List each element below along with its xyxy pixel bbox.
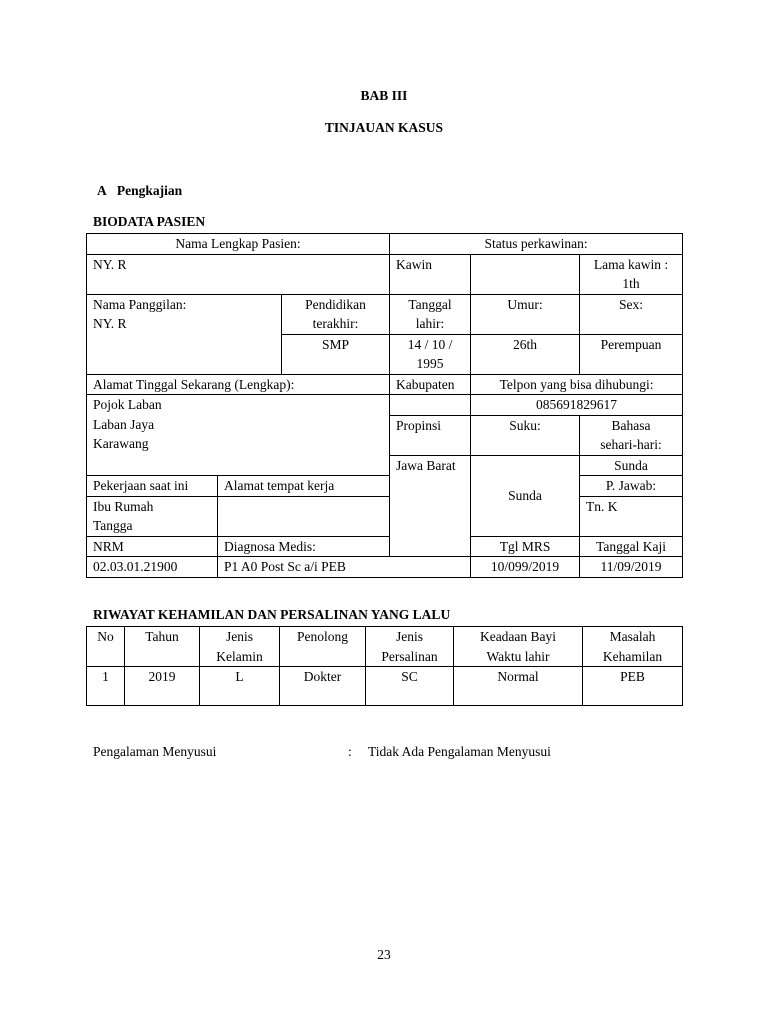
diagnosa-value: P1 A0 Post Sc a/i PEB [218, 557, 471, 578]
header-masalah-kehamilan-line-2: Kehamilan [602, 648, 663, 664]
header-jenis-persalinan [366, 627, 454, 667]
tanggal-lahir-line-1: 14 / 10 / [407, 336, 453, 352]
diagnosa-label: Diagnosa Medis: [218, 536, 390, 557]
lama-kawin-cell [580, 254, 683, 294]
tanggal-lahir-label-line-1: Tanggal [408, 296, 452, 312]
header-keadaan-bayi-line-2: Waktu lahir [486, 648, 550, 664]
tanggal-lahir-line-2: 1995 [416, 356, 444, 371]
status-perkawinan-label: Status perkawinan: [390, 234, 683, 255]
propinsi-label: Propinsi [390, 415, 471, 455]
pendidikan-label-cell [282, 294, 390, 334]
pekerjaan-value-cell [87, 496, 218, 536]
cell-tahun: 2019 [125, 667, 200, 706]
nama-lengkap-label: Nama Lengkap Pasien: [87, 234, 390, 255]
riwayat-table [86, 626, 683, 706]
page-number: 23 [377, 947, 391, 962]
bahasa-value: Sunda [580, 455, 683, 476]
alamat-value-cell [87, 395, 390, 476]
header-jenis-kelamin-line-2: Kelamin [216, 648, 263, 664]
lama-kawin-label: Lama kawin : [593, 256, 669, 272]
tgl-mrs-label: Tgl MRS [471, 536, 580, 557]
header-jenis-kelamin [200, 627, 280, 667]
nrm-label: NRM [87, 536, 218, 557]
cell-keadaan-bayi: Normal [454, 667, 583, 706]
pekerjaan-label: Pekerjaan saat ini [87, 476, 218, 497]
telpon-value: 085691829617 [471, 395, 683, 416]
alamat-line-3: Karawang [93, 436, 149, 451]
riwayat-heading: RIWAYAT KEHAMILAN DAN PERSALINAN YANG LALU [93, 607, 451, 622]
tanggal-lahir-label-cell [390, 294, 471, 334]
section-name: Pengkajian [116, 183, 183, 198]
header-tahun: Tahun [125, 627, 200, 667]
pendidikan-label-line-1: Pendidikan [305, 296, 366, 312]
tanggal-kaji-value: 11/09/2019 [580, 557, 683, 578]
tanggal-lahir-label-line-2: lahir: [415, 316, 445, 331]
sex-value: Perempuan [580, 334, 683, 374]
sex-label: Sex: [580, 294, 683, 334]
pekerjaan-line-2: Tangga [93, 518, 133, 533]
header-jenis-persalinan-line-1: Jenis [396, 629, 423, 644]
alamat-label: Alamat Tinggal Sekarang (Lengkap): [87, 374, 390, 395]
kabupaten-label: Kabupaten [390, 374, 471, 395]
cell-jenis-persalinan: SC [366, 667, 454, 706]
suku-value: Sunda [471, 455, 580, 536]
header-no: No [87, 627, 125, 667]
header-keadaan-bayi [454, 627, 583, 667]
biodata-heading: BIODATA PASIEN [93, 214, 206, 229]
alamat-line-2: Laban Jaya [93, 416, 155, 432]
umur-value: 26th [471, 334, 580, 374]
cell-jenis-kelamin: L [200, 667, 280, 706]
alamat-kerja-label: Alamat tempat kerja [218, 476, 390, 497]
header-masalah-kehamilan [583, 627, 683, 667]
page-title: TINJAUAN KASUS [324, 120, 444, 135]
status-empty-cell [471, 254, 580, 294]
tanggal-kaji-label: Tanggal Kaji [580, 536, 683, 557]
nama-panggilan-label: Nama Panggilan: [93, 296, 187, 312]
table-row [87, 667, 683, 706]
header-jenis-persalinan-line-2: Persalinan [381, 648, 438, 664]
pengalaman-label: Pengalaman Menyusui [93, 744, 217, 759]
pengalaman-value: Tidak Ada Pengalaman Menyusui [368, 744, 551, 759]
nama-panggilan-cell [87, 294, 282, 374]
cell-penolong: Dokter [280, 667, 366, 706]
pendidikan-value: SMP [282, 334, 390, 374]
p-jawab-label: P. Jawab: [580, 476, 683, 497]
suku-label: Suku: [471, 415, 580, 455]
nrm-value: 02.03.01.21900 [87, 557, 218, 578]
propinsi-value: Jawa Barat [390, 455, 471, 557]
bahasa-label-line-1: Bahasa [611, 417, 651, 433]
section-letter: A [97, 183, 107, 198]
tgl-mrs-value: 10/099/2019 [471, 557, 580, 578]
umur-label: Umur: [471, 294, 580, 334]
section-heading [97, 183, 182, 199]
pekerjaan-line-1: Ibu Rumah [93, 498, 154, 514]
header-penolong: Penolong [280, 627, 366, 667]
cell-masalah-kehamilan: PEB [583, 667, 683, 706]
alamat-kerja-value [218, 496, 390, 536]
bahasa-label-line-2: sehari-hari: [600, 437, 662, 452]
cell-no: 1 [87, 667, 125, 706]
header-masalah-kehamilan-line-1: Masalah [609, 629, 656, 644]
nama-panggilan-value: NY. R [93, 316, 127, 331]
tanggal-lahir-value-cell [390, 334, 471, 374]
alamat-line-1: Pojok Laban [93, 397, 162, 412]
p-jawab-value: Tn. K [580, 496, 683, 536]
lama-kawin-value: 1th [622, 276, 640, 291]
bahasa-label-cell [580, 415, 683, 455]
chapter-title: BAB III [360, 88, 408, 103]
pendidikan-label-line-2: terakhir: [312, 316, 359, 331]
biodata-table [86, 233, 683, 578]
header-keadaan-bayi-line-1: Keadaan Bayi [479, 629, 557, 644]
telpon-label: Telpon yang bisa dihubungi: [471, 374, 683, 395]
nama-lengkap-value: NY. R [87, 254, 390, 294]
header-jenis-kelamin-line-1: Jenis [226, 629, 253, 644]
status-perkawinan-value: Kawin [390, 254, 471, 294]
pengalaman-separator: : [348, 744, 352, 759]
kabupaten-value [390, 395, 471, 416]
